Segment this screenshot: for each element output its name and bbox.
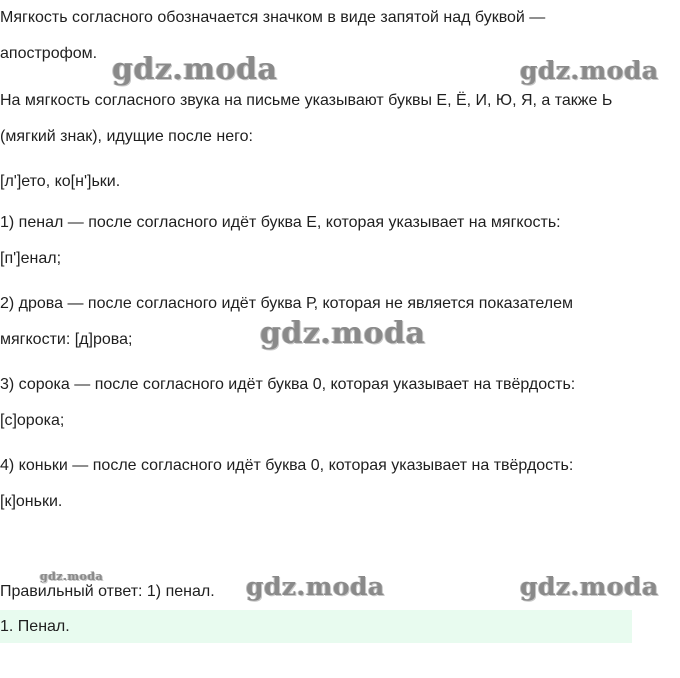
text-line: (мягкий знак), идущие после него: xyxy=(0,128,253,145)
watermark-logo: gdz.moda xyxy=(246,572,385,601)
text-line: [п']енал; xyxy=(0,250,62,267)
text-line: апострофом. xyxy=(0,45,98,62)
answer-box xyxy=(0,610,632,643)
watermark-logo: gdz.moda xyxy=(520,56,659,85)
watermark-logo: gdz.moda xyxy=(260,316,426,351)
text-line: На мягкость согласного звука на письме указывают буквы Е, Ё, И, Ю, Я, а также Ь xyxy=(0,92,613,109)
text-line: [к]оньки. xyxy=(0,493,63,510)
text-line: 3) сорока — после согласного идёт буква 0, которая указывает на твёрдость: xyxy=(0,376,576,393)
text-line: [л']ето, ко[н']ьки. xyxy=(0,173,121,190)
correct-answer-line: Правильный ответ: 1) пенал. xyxy=(0,583,215,600)
text-line: 4) коньки — после согласного идёт буква 0, которая указывает на твёрдость: xyxy=(0,457,574,474)
text-line: 1) пенал — после согласного идёт буква Е, которая указывает на мягкость: xyxy=(0,214,561,231)
text-line: мягкости: [д]рова; xyxy=(0,331,133,348)
watermark-logo: gdz.moda xyxy=(40,570,104,583)
text-line: [с]орока; xyxy=(0,412,65,429)
watermark-logo: gdz.moda xyxy=(112,52,278,87)
watermark-logo: gdz.moda xyxy=(520,572,659,601)
text-line: Мягкость согласного обозначается значком в виде запятой над буквой — xyxy=(0,9,546,26)
text-line: 2) дрова — после согласного идёт буква Р, которая не является показателем xyxy=(0,295,574,312)
answer-text: 1. Пенал. xyxy=(0,618,70,635)
